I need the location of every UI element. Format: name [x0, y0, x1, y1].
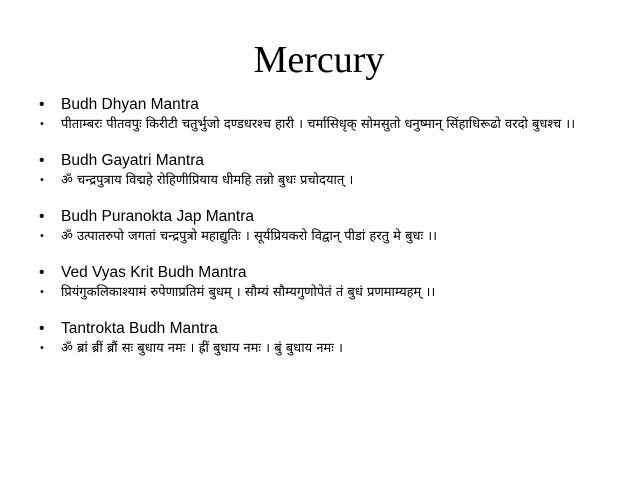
- bullet-dot-icon: •: [39, 96, 45, 113]
- bullet-item-tantrokta-budh-mantra: [39, 319, 619, 339]
- mantra-text: पीताम्बरः पीतवपुः किरीटी चतुर्भुजो दण्डधरश्च हारी । चर्मासिधृक् सोमसुतो धनुष्मान् सिंहाधिरूढो वरदो बुधश्च ।।: [61, 117, 576, 132]
- bullet-item-ved-vyas-mantra-text: [39, 285, 619, 301]
- bullet-item-gayatri-mantra-text: [39, 173, 619, 189]
- bullet-dot-icon: •: [39, 264, 45, 281]
- bullet-item-budh-dhyan-mantra: [39, 95, 619, 115]
- mantra-text: प्रियंगुकलिकाश्यामं रुपेणाप्रतिमं बुधम् । सौम्यं सौम्यगुणोपेतं तं बुधं प्रणमाम्यहम् ।।: [61, 285, 436, 300]
- bullet-dot-icon: •: [39, 287, 45, 298]
- bullet-dot-icon: •: [39, 231, 45, 242]
- mantra-text: ॐ ब्रां ब्रीं ब्रौं सः बुधाय नमः । ह्रीं बुधाय नमः । बुं बुधाय नमः ।: [61, 341, 343, 356]
- bullet-dot-icon: •: [39, 119, 45, 130]
- bullet-dot-icon: •: [39, 208, 45, 225]
- slide-title: Mercury: [253, 39, 385, 81]
- bullet-item-ved-vyas-krit-budh-mantra: [39, 263, 619, 283]
- bullet-item-budh-gayatri-mantra: [39, 151, 619, 171]
- bullet-heading: Budh Gayatri Mantra: [61, 152, 205, 169]
- bullet-item-tantrokta-mantra-text: [39, 341, 619, 357]
- slide-content: [39, 95, 619, 357]
- bullet-dot-icon: •: [39, 152, 45, 169]
- bullet-item-puranokta-mantra-text: [39, 229, 619, 245]
- bullet-heading: Tantrokta Budh Mantra: [61, 320, 218, 337]
- bullet-heading: Ved Vyas Krit Budh Mantra: [61, 264, 247, 281]
- mantra-text: ॐ चन्द्रपुत्राय विद्महे रोहिणीप्रियाय धीमहि तन्नो बुधः प्रचोदयात् ।: [61, 173, 354, 188]
- bullet-dot-icon: •: [39, 320, 45, 337]
- bullet-heading: Budh Dhyan Mantra: [61, 96, 199, 113]
- mantra-text: ॐ उत्पातरुपो जगतां चन्द्रपुत्रो महाद्युतिः । सूर्यप्रियकरो विद्वान् पीडां हरतु मे बुधः ।।: [61, 229, 438, 244]
- bullet-dot-icon: •: [39, 175, 45, 186]
- bullet-item-budh-puranokta-jap-mantra: [39, 207, 619, 227]
- bullet-heading: Budh Puranokta Jap Mantra: [61, 208, 255, 225]
- bullet-dot-icon: •: [39, 343, 45, 354]
- bullet-item-dhyan-mantra-text: [39, 117, 619, 133]
